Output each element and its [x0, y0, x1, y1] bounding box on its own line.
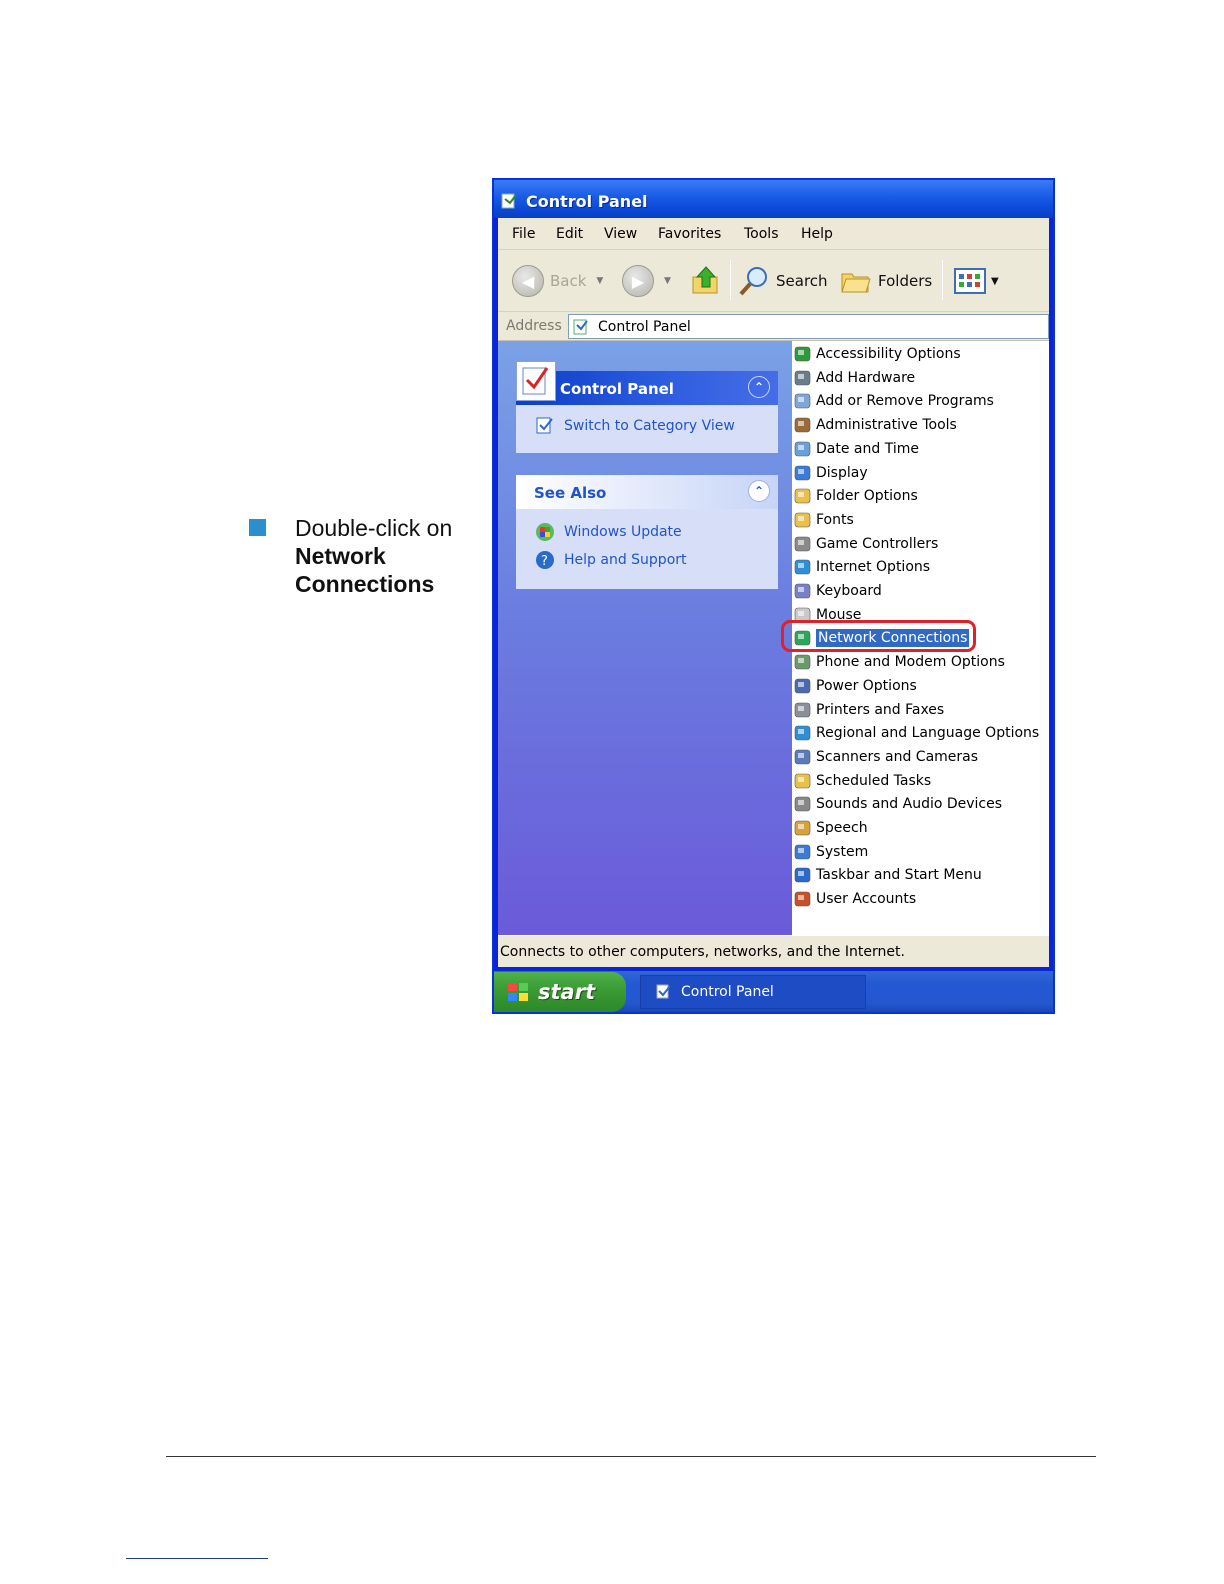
list-item[interactable] — [792, 556, 930, 578]
collapse-chevron-icon[interactable]: ⌃ — [748, 480, 770, 502]
list-item-label: Add or Remove Programs — [816, 393, 994, 410]
forward-dropdown-icon[interactable]: ▼ — [664, 276, 671, 286]
instruction-bold-network: Network — [295, 543, 386, 569]
fonts-folder-icon — [792, 510, 814, 530]
phone-icon — [792, 652, 814, 672]
instruction-line: Double-click on — [295, 515, 453, 541]
toolbar — [498, 250, 1049, 312]
list-item-label: Scheduled Tasks — [816, 772, 932, 789]
footer-link-underline — [126, 1558, 268, 1559]
list-item-label: Scanners and Cameras — [816, 748, 979, 765]
list-item-label: Speech — [816, 820, 868, 836]
footer-rule — [166, 1456, 1096, 1457]
power-icon — [792, 676, 814, 696]
task-box-title: Control Panel — [560, 380, 674, 398]
back-dropdown-icon[interactable]: ▼ — [596, 276, 604, 286]
help-icon — [534, 549, 556, 571]
list-item-label: User Accounts — [816, 891, 917, 908]
folders-label: Folders — [878, 272, 933, 290]
list-item[interactable] — [792, 533, 938, 555]
menu-view[interactable]: View — [604, 226, 638, 242]
menu-edit[interactable]: Edit — [556, 226, 584, 242]
users-icon — [792, 889, 814, 909]
taskbar — [494, 971, 1053, 1012]
list-item-label: Game Controllers — [816, 535, 939, 552]
scheduled-tasks-icon — [792, 771, 814, 791]
list-item[interactable] — [792, 580, 882, 602]
list-item[interactable] — [792, 390, 994, 412]
address-label: Address — [506, 318, 562, 334]
list-item[interactable] — [792, 509, 854, 531]
display-icon — [792, 463, 814, 483]
keyboard-icon — [792, 581, 814, 601]
start-button[interactable] — [494, 972, 626, 1012]
switch-category-view-link[interactable] — [534, 415, 735, 437]
programs-icon — [792, 391, 814, 411]
back-label: Back — [550, 272, 587, 290]
accessibility-icon — [792, 344, 814, 364]
views-icon — [954, 267, 988, 295]
up-folder-icon — [690, 265, 722, 297]
list-item-label: Sounds and Audio Devices — [816, 796, 1003, 813]
list-item[interactable] — [792, 438, 919, 460]
list-item[interactable] — [792, 888, 916, 910]
list-item-label: Administrative Tools — [816, 417, 957, 434]
list-item-label: Power Options — [816, 677, 917, 694]
address-value: Control Panel — [598, 319, 691, 335]
list-item-label: Keyboard — [816, 583, 882, 599]
folders-icon — [840, 265, 872, 297]
search-label: Search — [776, 272, 828, 290]
control-panel-icon — [655, 983, 673, 1001]
instruction-text — [295, 514, 495, 598]
folder-options-icon — [792, 486, 814, 506]
help-support-link[interactable] — [534, 549, 687, 571]
bullet-square — [249, 519, 266, 536]
start-label: start — [538, 980, 596, 1004]
task-box-header[interactable] — [516, 371, 778, 405]
printer-icon — [792, 700, 814, 720]
globe-icon — [792, 557, 814, 577]
forward-button[interactable] — [622, 263, 671, 299]
control-panel-window — [492, 178, 1055, 1014]
system-icon — [792, 842, 814, 862]
list-item-label: Display — [816, 464, 868, 481]
taskbar-icon — [792, 865, 814, 885]
gamepad-icon — [792, 534, 814, 554]
switch-category-view-label: Switch to Category View — [564, 418, 735, 434]
list-item-label: System — [816, 843, 869, 860]
toolbar-separator — [942, 260, 943, 300]
list-item-label: Printers and Faxes — [816, 701, 945, 718]
control-panel-icon — [500, 191, 520, 215]
list-item[interactable] — [792, 817, 868, 839]
address-bar — [498, 312, 1049, 341]
list-item[interactable] — [792, 343, 961, 365]
menu-file[interactable]: File — [512, 226, 536, 242]
collapse-chevron-icon[interactable]: ⌃ — [748, 376, 770, 398]
help-support-label: Help and Support — [564, 552, 687, 568]
list-item-label: Phone and Modem Options — [816, 654, 1005, 671]
toolbar-separator — [730, 260, 731, 300]
windows-update-icon — [534, 521, 556, 543]
control-panel-task-box — [516, 371, 778, 453]
list-item[interactable] — [792, 722, 1039, 744]
list-item-label: Regional and Language Options — [816, 725, 1040, 742]
list-item[interactable] — [792, 699, 944, 721]
taskbar-item-control-panel[interactable] — [640, 975, 866, 1009]
status-text: Connects to other computers, networks, and the Internet. — [500, 944, 905, 960]
list-item[interactable] — [792, 770, 931, 792]
forward-arrow-icon: ▶ — [622, 265, 654, 297]
list-item[interactable] — [792, 367, 915, 389]
menu-tools[interactable]: Tools — [744, 226, 779, 242]
views-dropdown-icon[interactable]: ▼ — [991, 275, 999, 287]
taskbar-item-label: Control Panel — [681, 984, 774, 1000]
up-folder-button[interactable] — [690, 263, 722, 299]
list-item[interactable] — [792, 414, 957, 436]
admin-tools-icon — [792, 415, 814, 435]
scanner-icon — [792, 747, 814, 767]
windows-update-link[interactable] — [534, 521, 682, 543]
list-item[interactable] — [792, 485, 918, 507]
speech-icon — [792, 818, 814, 838]
status-bar — [498, 935, 1049, 967]
list-item[interactable] — [792, 746, 978, 768]
list-item-label: Taskbar and Start Menu — [816, 867, 982, 884]
list-item[interactable] — [792, 793, 1002, 815]
menu-bar — [498, 218, 1049, 250]
svg-text:?: ? — [541, 554, 548, 569]
see-also-box — [516, 475, 778, 589]
highlight-circle — [781, 620, 976, 652]
list-item-label: Accessibility Options — [816, 346, 961, 362]
hardware-icon — [792, 368, 814, 388]
list-item-label: Fonts — [816, 511, 854, 528]
windows-update-label: Windows Update — [564, 524, 682, 540]
windows-logo-icon — [506, 980, 530, 1004]
list-item-label: Mouse — [816, 606, 862, 623]
address-field[interactable] — [568, 314, 1049, 339]
control-panel-icon — [534, 415, 556, 437]
list-item[interactable] — [792, 675, 917, 697]
list-item-label: Date and Time — [816, 440, 919, 457]
task-pane — [498, 341, 792, 935]
search-icon — [738, 265, 770, 297]
title-bar[interactable] — [494, 180, 1053, 218]
control-panel-big-icon — [516, 361, 556, 401]
clock-icon — [792, 439, 814, 459]
see-also-title: See Also — [534, 484, 607, 502]
list-item[interactable] — [792, 864, 982, 886]
menu-favorites[interactable]: Favorites — [658, 226, 722, 242]
list-item-label: Internet Options — [816, 559, 931, 576]
speaker-icon — [792, 794, 814, 814]
search-button[interactable] — [738, 263, 828, 299]
menu-help[interactable]: Help — [801, 226, 833, 242]
list-item-label: Folder Options — [816, 488, 918, 505]
list-item-label: Network Connections — [818, 630, 968, 647]
back-arrow-icon: ◀ — [512, 265, 544, 297]
instruction-bold-connections: Connections — [295, 571, 435, 597]
folders-button[interactable] — [840, 263, 932, 299]
list-item-label: Add Hardware — [816, 369, 916, 386]
window-title: Control Panel — [526, 192, 648, 211]
back-button[interactable] — [512, 263, 603, 299]
views-button[interactable] — [954, 263, 999, 299]
regional-globe-icon — [792, 723, 814, 743]
list-item[interactable] — [792, 462, 868, 484]
list-item[interactable] — [792, 651, 1005, 673]
list-item[interactable] — [792, 841, 868, 863]
see-also-header[interactable] — [516, 475, 778, 509]
control-panel-icon — [572, 318, 592, 340]
